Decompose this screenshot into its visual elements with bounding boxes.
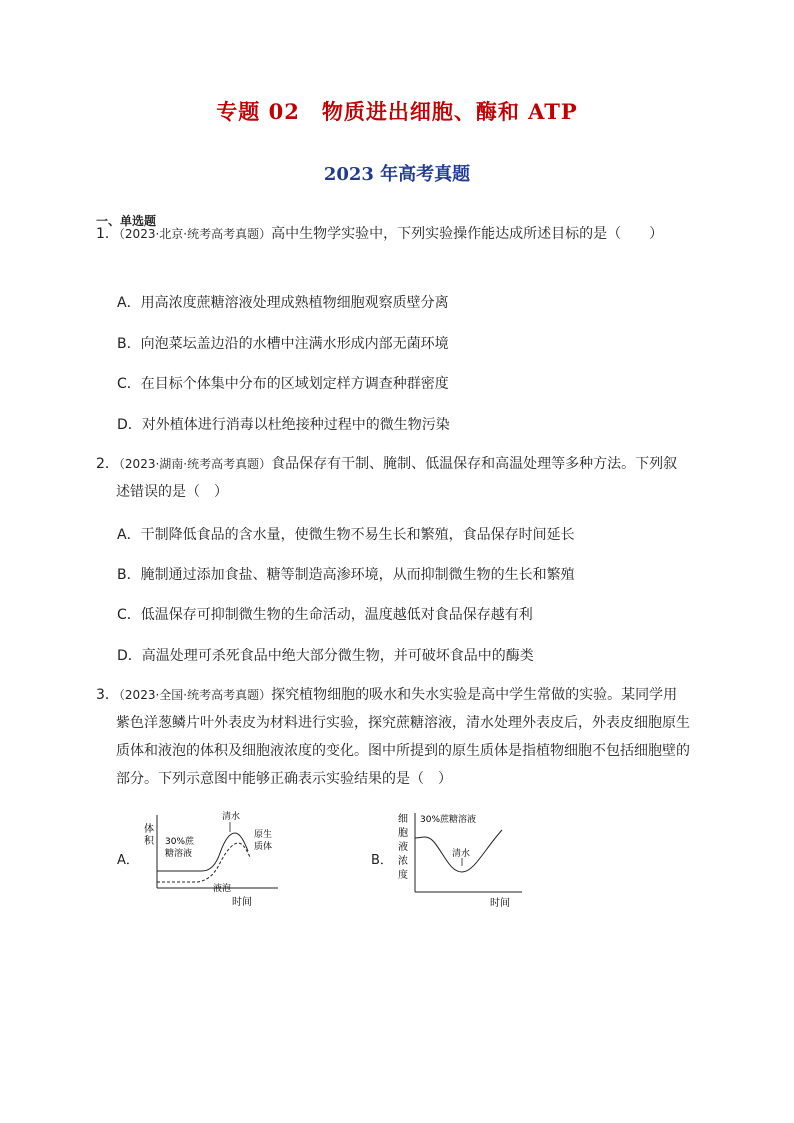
question-1-option-c: C．在目标个体集中分布的区域划定样方调查种群密度 (117, 376, 449, 392)
question-number: 2． (96, 456, 119, 472)
graph-a-ylabel-1: 体 (144, 824, 154, 835)
question-2-option-a: A．干制降低食品的含水量，使微生物不易生长和繁殖，食品保存时间延长 (117, 527, 575, 543)
question-3 (96, 681, 706, 793)
question-1 (96, 220, 706, 248)
graph-a-water-label: 清水 (222, 812, 241, 822)
question-1-option-a: A．用高浓度蔗糖溶液处理成熟植物细胞观察质壁分离 (117, 295, 449, 311)
section-heading: 一、单选题 (96, 214, 157, 228)
graph-a-xlabel: 时间 (232, 897, 252, 908)
graph-a-sucrose-label-1: 30%蔗 (165, 837, 195, 847)
question-stem: 食品保存有干制、腌制、低温保存和高温处理等多种方法。下列叙 (271, 456, 678, 472)
page-title: 专题 02 物质进出细胞、酶和 ATP (216, 99, 578, 124)
graph-b-ylabel-3: 液 (398, 842, 408, 853)
question-1-option-d: D．对外植体进行消毒以杜绝接种过程中的微生物污染 (117, 417, 450, 433)
question-source: （2023·全国·统考高考真题） (118, 688, 272, 702)
question-stem-continued: 述错误的是（ ） (116, 484, 228, 500)
graph-b-ylabel-5: 度 (398, 870, 408, 881)
question-stem-continued: 紫色洋葱鳞片叶外表皮为材料进行实验，探究蔗糖溶液，清水处理外表皮后，外表皮细胞原生 (116, 715, 690, 731)
question-2 (96, 450, 706, 506)
question-stem: 高中生物学实验中，下列实验操作能达成所述目标的是（ ） (271, 226, 664, 242)
graph-b-xlabel: 时间 (490, 898, 510, 909)
graph-a-option-label: A． (117, 853, 139, 868)
question-source: （2023·北京·统考高考真题） (118, 227, 272, 241)
question-2-option-c: C．低温保存可抑制微生物的生命活动，温度越低对食品保存越有利 (117, 607, 533, 623)
question-2-option-d: D．高温处理可杀死食品中绝大部分微生物，并可破坏食品中的酶类 (117, 648, 534, 664)
graph-a-vacuole-label: 液泡 (213, 884, 232, 894)
graph-b-water-label: 清水 (452, 849, 471, 859)
graph-a-sucrose-label-2: 糖溶液 (165, 849, 193, 859)
graph-b-option-label: B． (371, 853, 393, 868)
page-subtitle: 2023 年高考真题 (323, 164, 471, 185)
question-source: （2023·湖南·统考高考真题） (118, 457, 272, 471)
question-number: 1． (96, 226, 119, 242)
question-number: 3． (96, 687, 119, 703)
graph-a-diagram (130, 805, 290, 910)
graph-b-diagram (392, 808, 532, 913)
question-stem-continued: 质体和液泡的体积及细胞液浓度的变化。图中所提到的原生质体是指植物细胞不包括细胞壁的 (116, 743, 690, 759)
graph-b-ylabel-4: 浓 (398, 856, 408, 867)
question-1-option-b: B．向泡菜坛盖边沿的水槽中注满水形成内部无菌环境 (117, 336, 449, 352)
question-stem-continued: 部分。下列示意图中能够正确表示实验结果的是（ ） (116, 771, 452, 787)
graph-b-sucrose-label: 30%蔗糖溶液 (420, 815, 477, 825)
graph-a-protoplast-label-1: 原生 (254, 830, 273, 840)
question-2-option-b: B．腌制通过添加食盐、糖等制造高渗环境，从而抑制微生物的生长和繁殖 (117, 567, 575, 583)
graph-b-ylabel-2: 胞 (398, 828, 408, 839)
graph-b-ylabel-1: 细 (398, 814, 408, 825)
graph-a-protoplast-label-2: 质体 (254, 842, 273, 852)
question-stem: 探究植物细胞的吸水和失水实验是高中学生常做的实验。某同学用 (271, 687, 678, 703)
graph-a-ylabel-2: 积 (144, 836, 154, 847)
